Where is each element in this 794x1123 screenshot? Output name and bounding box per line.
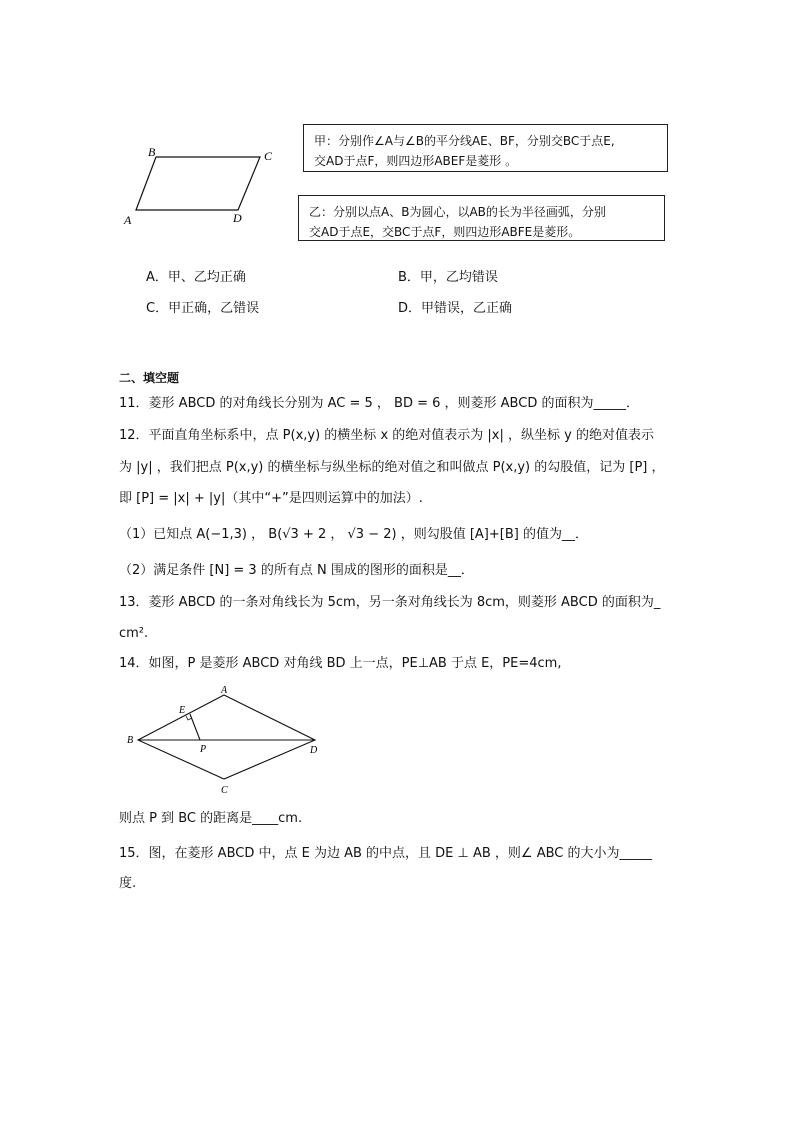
label-C: C (221, 785, 228, 796)
option-a: A．甲、乙均正确 (146, 270, 246, 285)
q14-rhombus-figure (120, 683, 330, 798)
rhombus-shape (138, 695, 315, 779)
q12-line3: 即 [P] = |x| + |y|（其中“+”是四则运算中的加法）. (119, 491, 423, 506)
label-C: C (264, 149, 273, 163)
label-A: A (221, 685, 228, 696)
q15-line1: 15．图，在菱形 ABCD 中，点 E 为边 AB 的中点，且 DE ⊥ AB ，则∠ ABC 的大小为_____ (119, 846, 653, 861)
label-P: P (200, 744, 207, 755)
statement-jia-box (303, 124, 668, 172)
parallelogram-shape (136, 157, 260, 210)
q12-sub1: （1）已知点 A(−1,3) ， B(√3 + 2 ， √3 − 2) ，则勾股值 [A]+[B] 的值为__． (119, 527, 588, 542)
option-d: D．甲错误，乙正确 (398, 301, 513, 316)
option-c: C．甲正确，乙错误 (146, 301, 260, 316)
label-B: B (127, 735, 134, 746)
q10-parallelogram-figure (118, 140, 278, 230)
q11-text: 11．菱形 ABCD 的对角线长分别为 AC = 5 ， BD = 6 ，则菱形 ABCD 的面积为_____． (119, 396, 639, 411)
statement-jia-line1: 甲：分别作∠A与∠B的平分线AE、BF，分别交BC于点E, (314, 134, 615, 148)
section-title: 二、填空题 (119, 371, 180, 385)
q14-line2: 则点 P 到 BC 的距离是____cm. (119, 811, 303, 826)
q15-line2: 度. (119, 876, 137, 891)
label-D: D (310, 745, 318, 756)
label-B: B (148, 145, 156, 159)
statement-jia-line2: 交AD于点F，则四边形ABEF是菱形 。 (314, 154, 518, 168)
statement-yi-box (298, 195, 665, 241)
q12-line1: 12．平面直角坐标系中，点 P(x,y) 的横坐标 x 的绝对值表示为 |x| ，纵坐标 y 的绝对值表示 (119, 428, 654, 443)
q13-line1: 13．菱形 ABCD 的一条对角线长为 5cm，另一条对角线长为 8cm，则菱形 ABCD 的面积为_ (119, 595, 661, 610)
q12-sub2: （2）满足条件 [N] = 3 的所有点 N 围成的图形的面积是__． (119, 563, 474, 578)
q12-line2: 为 |y| ，我们把点 P(x,y) 的横坐标与纵坐标的绝对值之和叫做点 P(x,y) 的勾股值，记为 [P] ， (119, 460, 665, 475)
label-A: A (124, 213, 132, 227)
q14-line1: 14．如图，P 是菱形 ABCD 对角线 BD 上一点，PE⊥AB 于点 E，PE=4cm, (119, 656, 562, 671)
option-b: B．甲，乙均错误 (398, 270, 498, 285)
q13-line2: cm². (119, 626, 149, 641)
statement-yi-line2: 交AD于点E，交BC于点F，则四边形ABFE是菱形。 (309, 225, 581, 239)
label-E: E (179, 705, 186, 716)
label-D: D (233, 211, 242, 225)
statement-yi-line1: 乙：分别以点A、B为圆心，以AB的长为半径画弧，分别 (309, 205, 606, 219)
